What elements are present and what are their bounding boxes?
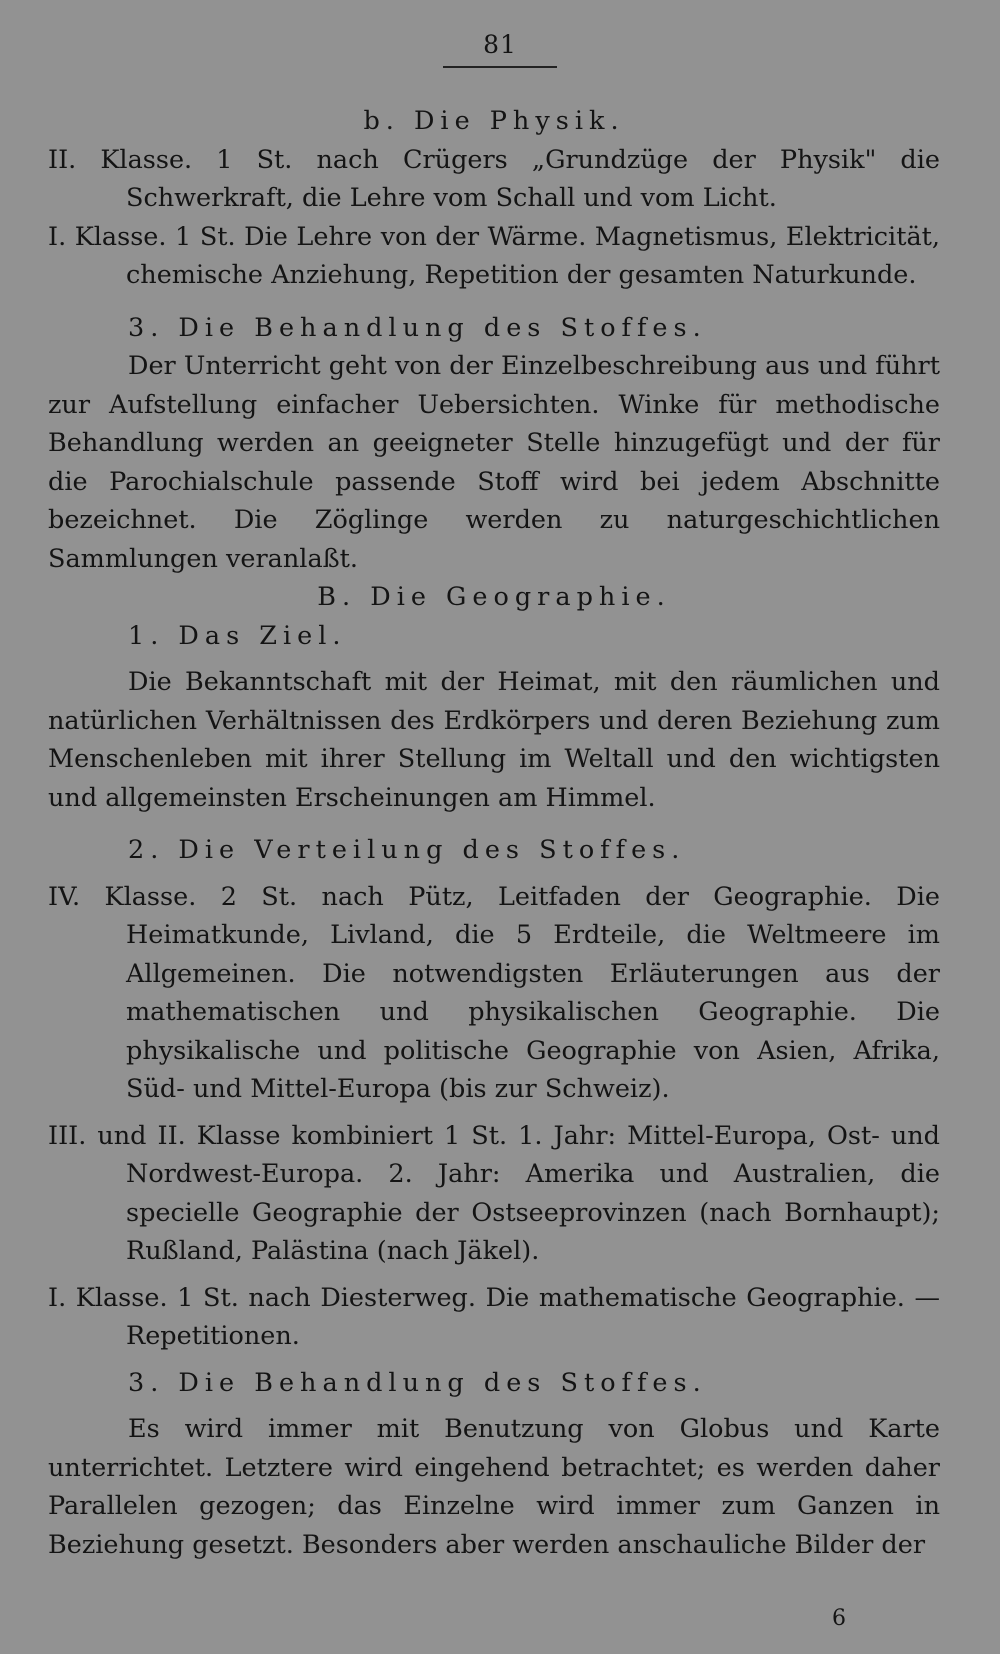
geographie-klasse-i: I. Klasse. 1 St. nach Diesterweg. Die mathematische Geographie. — Repetitionen. xyxy=(48,1282,940,1351)
signature-mark: 6 xyxy=(832,1606,846,1631)
paragraph-ziel: Die Bekanntschaft mit der Heimat, mit den räumlichen und natürlichen Verhältnissen des Erdkörpers und deren Beziehung zum Menschenleben mit ihrer Stellung im Weltall und den wichtigsten und allgemeinsten Erscheinungen am Himmel. xyxy=(48,667,940,813)
section-heading-physik: b. Die Physik. xyxy=(363,106,625,136)
physik-klasse-ii: II. Klasse. 1 St. nach Crügers „Grundzüge der Physik" die Schwerkraft, die Lehre vom Schall und vom Licht. xyxy=(48,144,940,213)
paragraph-behandlung-geographie: Es wird immer mit Benutzung von Globus und Karte unterrichtet. Letztere wird eingehend betrachtet; es werden daher Parallelen gezogen; das Einzelne wird immer zum Ganzen in Beziehung gesetzt. Besonders aber werden anschauliche Bilder der xyxy=(48,1414,940,1560)
section-heading-geographie: B. Die Geographie. xyxy=(317,582,671,612)
section-heading-ziel: 1. Das Ziel. xyxy=(128,620,347,651)
geographie-klasse-iv: IV. Klasse. 2 St. nach Pütz, Leitfaden der Geographie. Die Heimatkunde, Livland, die 5 Erdteile, die Weltmeere im Allgemeinen. Die notwendigsten Erläuterungen aus der mathematischen und physikalischen Geographie. Die physikalische und politische Geographie von Asien, Afrika, Süd- und Mittel-Europa (bis zur Schweiz). xyxy=(48,881,940,1104)
page-number: 81 xyxy=(483,30,517,59)
section-heading-verteilung: 2. Die Verteilung des Stoffes. xyxy=(128,835,686,865)
section-heading-behandlung-physik: 3. Die Behandlung des Stoffes. xyxy=(128,312,707,343)
geographie-klasse-iii-ii: III. und II. Klasse kombiniert 1 St. 1. Jahr: Mittel-Europa, Ost- und Nordwest-Europa. 2. Jahr: Amerika und Australien, die specielle Geographie der Ostseeprovinzen (nach Bornhaupt); Rußland, Palästina (nach Jäkel). xyxy=(48,1120,940,1266)
page-number-rule xyxy=(443,66,557,68)
page-body xyxy=(48,102,940,1564)
physik-klasse-i: I. Klasse. 1 St. Die Lehre von der Wärme. Magnetismus, Elektricität, chemische Anziehung, Repetition der gesamten Naturkunde. xyxy=(48,221,940,290)
section-heading-behandlung-geographie: 3. Die Behandlung des Stoffes. xyxy=(128,1367,707,1398)
paragraph-behandlung-physik: Der Unterricht geht von der Einzelbeschreibung aus und führt zur Aufstellung einfacher Uebersichten. Winke für methodische Behandlung werden an geeigneter Stelle hinzugefügt und der für die Parochialschule passende Stoff wird bei jedem Abschnitte bezeichnet. Die Zöglinge werden zu naturgeschichtlichen Sammlungen veranlaßt. xyxy=(48,351,940,574)
